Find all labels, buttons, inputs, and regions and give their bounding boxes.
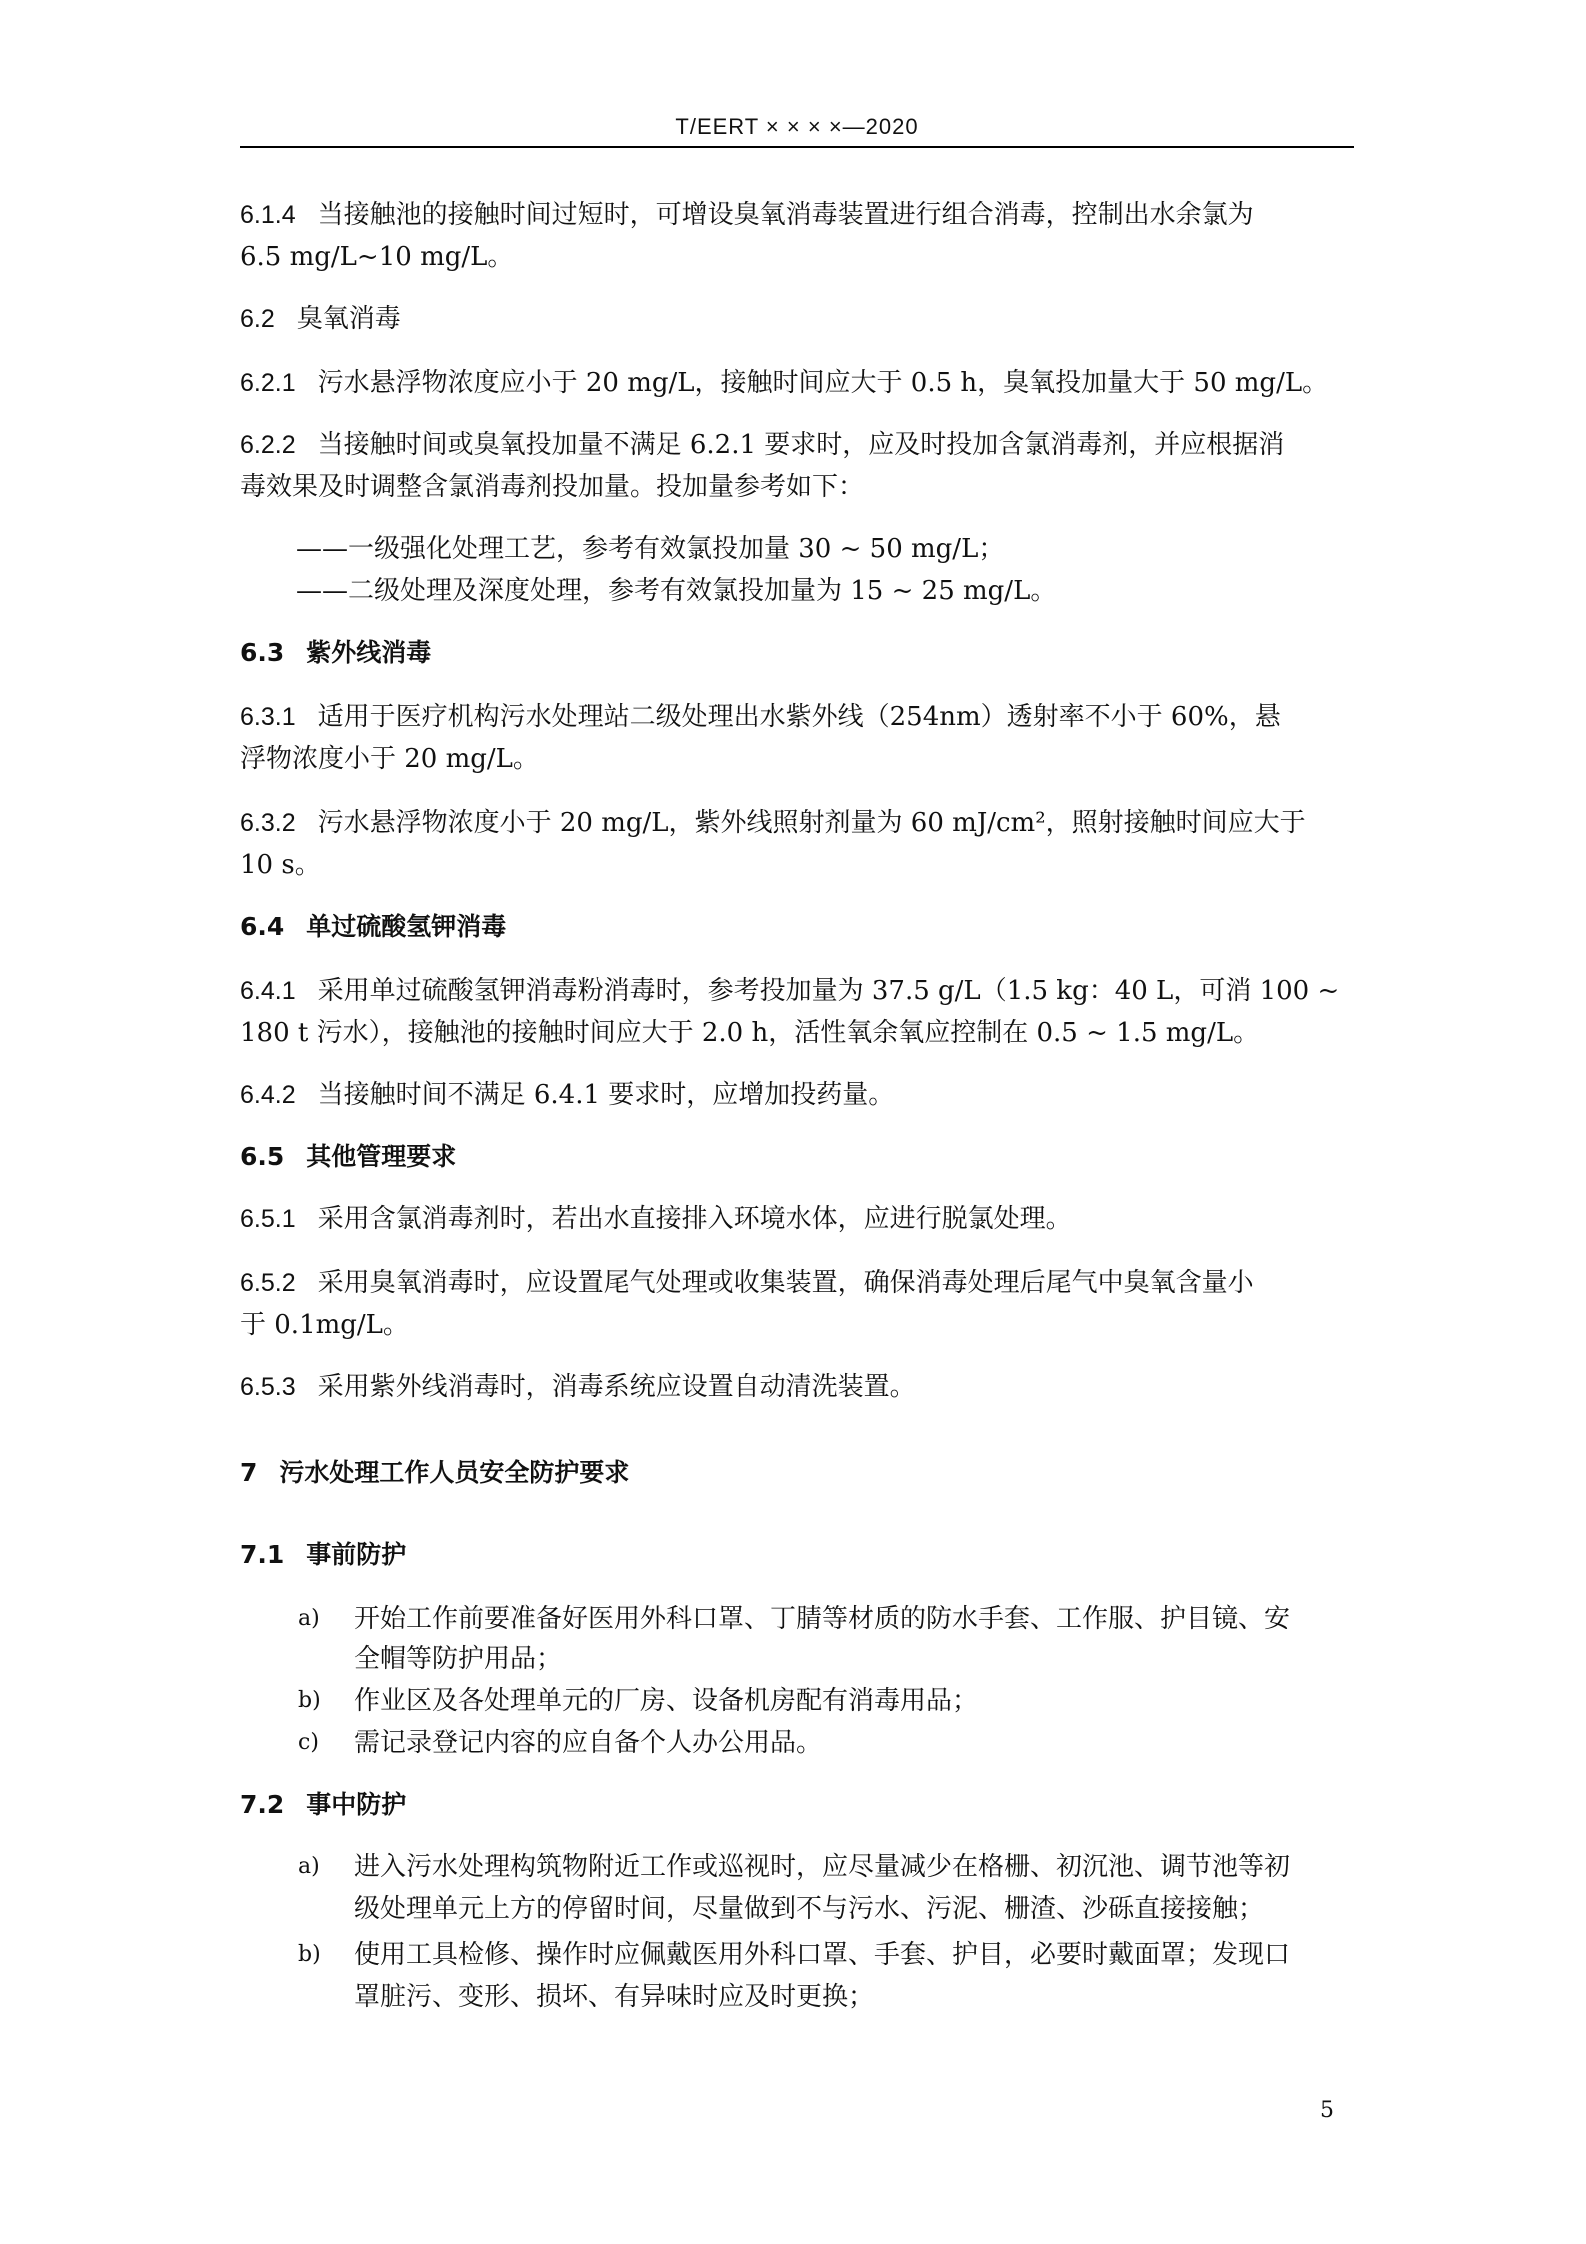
clause-6-4-1-cont: 180 t 污水），接触池的接触时间应大于 2.0 h，活性氧余氧应控制在 0.5 ~ 1.5 mg/L。 (240, 1018, 1260, 1048)
clause-text: 采用紫外线消毒时，消毒系统应设置自动清洗装置。 (317, 1372, 916, 1402)
header-rule (240, 146, 1354, 148)
section-number: 6.3 (240, 638, 285, 667)
dash-item-1: ——一级强化处理工艺，参考有效氯投加量 30 ~ 50 mg/L； (296, 534, 1005, 564)
list-item-text-cont: 级处理单元上方的停留时间，尽量做到不与污水、污泥、栅渣、沙砾直接接触； (354, 1894, 1265, 1924)
list-marker: a) (298, 1854, 320, 1879)
clause-number: 6.5.1 (240, 1205, 296, 1233)
section-title: 事中防护 (306, 1790, 407, 1819)
section-6-4 (240, 910, 506, 944)
clause-6-3-1 (240, 700, 1281, 734)
clause-6-5-1 (240, 1202, 1072, 1236)
list-marker: c) (298, 1730, 319, 1755)
chapter-title: 污水处理工作人员安全防护要求 (279, 1458, 630, 1487)
dash-item-2: ——二级处理及深度处理，参考有效氯投加量为 15 ~ 25 mg/L。 (296, 576, 1057, 606)
clause-6-5-3 (240, 1370, 916, 1404)
clause-number: 6.3.2 (240, 809, 296, 837)
clause-number: 6.1.4 (240, 201, 296, 229)
clause-number: 6.5.2 (240, 1269, 296, 1297)
list-item-text: 开始工作前要准备好医用外科口罩、丁腈等材质的防水手套、工作服、护目镜、安 (354, 1604, 1291, 1634)
clause-text: 采用臭氧消毒时，应设置尾气处理或收集装置，确保消毒处理后尾气中臭氧含量小 (317, 1268, 1254, 1298)
list-item-text: 使用工具检修、操作时应佩戴医用外科口罩、手套、护目，必要时戴面罩；发现口 (354, 1940, 1291, 1970)
page-number: 5 (1320, 2098, 1334, 2123)
clause-text: 污水悬浮物浓度应小于 20 mg/L，接触时间应大于 0.5 h，臭氧投加量大于 50 mg/L。 (317, 368, 1329, 398)
clause-text: 采用单过硫酸氢钾消毒粉消毒时，参考投加量为 37.5 g/L（1.5 kg：40 L，可消 100 ~ (317, 976, 1340, 1006)
section-number: 6.2 (240, 305, 275, 333)
clause-number: 6.2.2 (240, 431, 296, 459)
clause-6-4-2 (240, 1078, 894, 1112)
clause-6-1-4-cont: 6.5 mg/L~10 mg/L。 (240, 242, 514, 272)
clause-6-5-2 (240, 1266, 1254, 1300)
clause-text: 当接触池的接触时间过短时，可增设臭氧消毒装置进行组合消毒，控制出水余氯为 (317, 200, 1254, 230)
clause-number: 6.4.1 (240, 977, 296, 1005)
section-title: 紫外线消毒 (306, 638, 432, 667)
list-marker: a) (298, 1606, 320, 1631)
section-number: 7.1 (240, 1540, 285, 1569)
list-marker: b) (298, 1688, 321, 1713)
clause-number: 6.3.1 (240, 703, 296, 731)
section-7-2 (240, 1788, 406, 1822)
clause-number: 6.4.2 (240, 1081, 296, 1109)
list-item-text-cont: 罩脏污、变形、损坏、有异味时应及时更换； (354, 1982, 875, 2012)
clause-number: 6.2.1 (240, 369, 296, 397)
list-marker: b) (298, 1942, 321, 1967)
chapter-number: 7 (240, 1458, 258, 1487)
section-title: 其他管理要求 (306, 1142, 457, 1171)
section-6-5 (240, 1140, 456, 1174)
section-title: 事前防护 (306, 1540, 407, 1569)
standard-code-header: T/EERT × × × ×—2020 (675, 114, 919, 139)
list-item-text: 进入污水处理构筑物附近工作或巡视时，应尽量减少在格栅、初沉池、调节池等初 (354, 1852, 1291, 1882)
clause-6-2-2-cont: 毒效果及时调整含氯消毒剂投加量。投加量参考如下： (240, 472, 865, 502)
clause-6-1-4 (240, 198, 1254, 232)
clause-text: 污水悬浮物浓度小于 20 mg/L，紫外线照射剂量为 60 mJ/cm²，照射接触时间应大于 (317, 808, 1306, 838)
section-6-2 (240, 302, 401, 336)
section-title: 单过硫酸氢钾消毒 (306, 912, 507, 941)
clause-6-3-1-cont: 浮物浓度小于 20 mg/L。 (240, 744, 539, 774)
clause-number: 6.5.3 (240, 1373, 296, 1401)
section-number: 6.5 (240, 1142, 285, 1171)
section-title: 臭氧消毒 (296, 304, 401, 334)
section-7-1 (240, 1538, 406, 1572)
list-item-text: 需记录登记内容的应自备个人办公用品。 (354, 1728, 823, 1758)
list-item-text: 作业区及各处理单元的厂房、设备机房配有消毒用品； (354, 1686, 979, 1716)
clause-6-2-2 (240, 428, 1284, 462)
section-number: 7.2 (240, 1790, 285, 1819)
clause-6-2-1 (240, 366, 1328, 400)
clause-text: 当接触时间不满足 6.4.1 要求时，应增加投药量。 (317, 1080, 895, 1110)
clause-6-5-2-cont: 于 0.1mg/L。 (240, 1310, 409, 1340)
section-6-3 (240, 636, 431, 670)
clause-6-3-2-cont: 10 s。 (240, 850, 321, 880)
clause-6-3-2 (240, 806, 1306, 840)
list-item-text-cont: 全帽等防护用品； (354, 1644, 563, 1674)
section-number: 6.4 (240, 912, 285, 941)
chapter-7 (240, 1456, 629, 1490)
clause-text: 采用含氯消毒剂时，若出水直接排入环境水体，应进行脱氯处理。 (317, 1204, 1072, 1234)
clause-text: 适用于医疗机构污水处理站二级处理出水紫外线（254nm）透射率不小于 60%，悬 (317, 702, 1281, 732)
clause-6-4-1 (240, 974, 1339, 1008)
clause-text: 当接触时间或臭氧投加量不满足 6.2.1 要求时，应及时投加含氯消毒剂，并应根据消 (317, 430, 1285, 460)
